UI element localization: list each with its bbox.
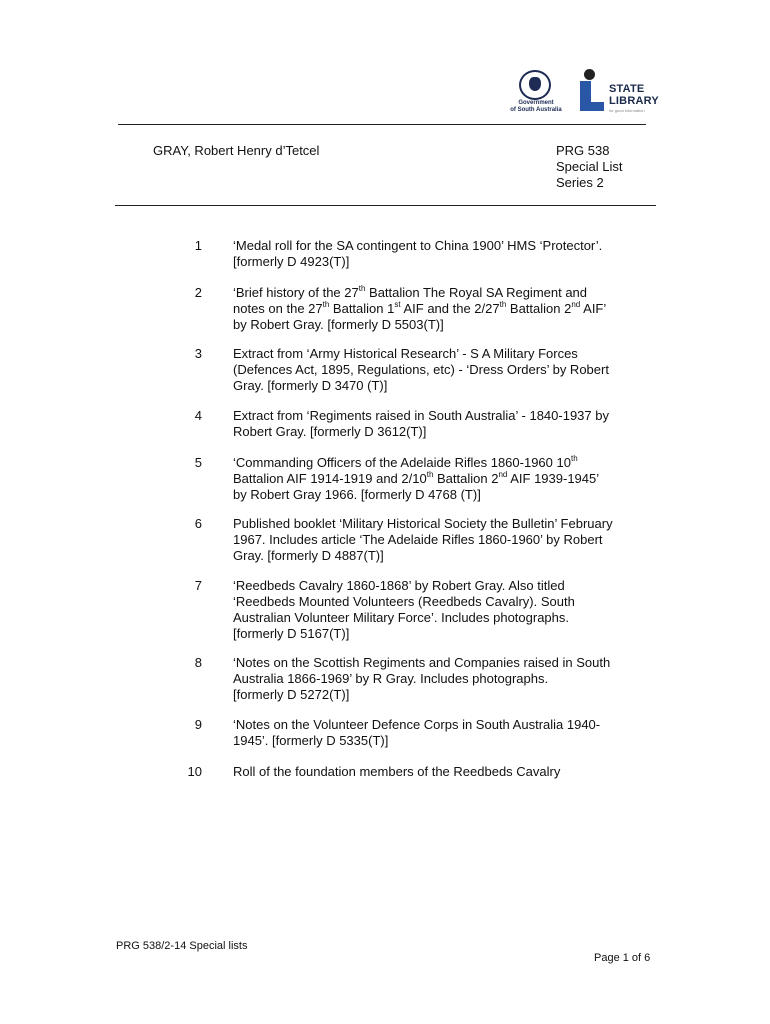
item-description-line: Robert Gray. [formerly D 3612(T)] [233, 424, 427, 439]
gov-logo-line1: Government [518, 100, 554, 106]
item-description [233, 717, 661, 749]
top-divider [118, 124, 646, 125]
ref-line: Special List [556, 159, 623, 174]
ref-line: PRG 538 [556, 143, 610, 158]
item-number: 6 [194, 516, 202, 531]
item-description-line: 1967. Includes article ‘The Adelaide Rifles 1860-1960’ by Robert [233, 532, 603, 547]
government-of-south-australia-logo [505, 70, 567, 114]
item-description-line: ‘Notes on the Volunteer Defence Corps in South Australia 1940- [233, 717, 601, 732]
item-description-line: ‘Notes on the Scottish Regiments and Companies raised in South [233, 655, 611, 670]
item-description [233, 578, 661, 642]
item-description-line: Australian Volunteer Military Force’. Includes photographs. [233, 610, 570, 625]
crest-icon [519, 70, 551, 100]
item-description-line: by Robert Gray 1966. [formerly D 4768 (T)] [233, 487, 481, 502]
item-description-line: [formerly D 5167(T)] [233, 626, 350, 641]
item-number: 8 [194, 655, 202, 670]
library-dot-icon [584, 69, 595, 80]
item-description-line: Published booklet ‘Military Historical Society the Bulletin’ February [233, 516, 613, 531]
item-description-line: Extract from ‘Regiments raised in South Australia’ - 1840-1937 by [233, 408, 609, 423]
item-description-line: [formerly D 5272(T)] [233, 687, 350, 702]
ref-line: Series 2 [556, 175, 604, 190]
library-tagline: for good information [609, 108, 645, 113]
library-l-icon [580, 81, 604, 111]
item-description-line: 1945’. [formerly D 5335(T)] [233, 733, 389, 748]
item-description-line: [formerly D 4923(T)] [233, 254, 350, 269]
item-number: 1 [194, 238, 202, 253]
item-description-line: Battalion AIF 1914-1919 and 2/10th Battalion 2nd AIF 1939-1945’ [233, 469, 600, 486]
item-description-line: Australia 1866-1969’ by R Gray. Includes photographs. [233, 671, 549, 686]
state-library-logo [578, 67, 658, 115]
footer-reference: PRG 538/2-14 Special lists [116, 940, 248, 952]
item-description-line: ‘Reedbeds Cavalry 1860-1868’ by Robert Gray. Also titled [233, 578, 565, 593]
item-number: 4 [194, 408, 202, 423]
item-description-line: by Robert Gray. [formerly D 5503(T)] [233, 317, 444, 332]
item-description [233, 455, 661, 503]
item-description [233, 655, 661, 703]
header-divider [115, 205, 656, 206]
item-description-line: ‘Medal roll for the SA contingent to China 1900’ HMS ‘Protector’. [233, 238, 603, 253]
item-description-line: notes on the 27th Battalion 1st AIF and the 2/27th Battalion 2nd AIF’ [233, 299, 607, 316]
item-description [233, 764, 661, 780]
item-description [233, 516, 661, 564]
item-description-line: (Defences Act, 1895, Regulations, etc) - ‘Dress Orders’ by Robert [233, 362, 609, 377]
item-description [233, 408, 661, 440]
library-logo-line1: STATE [609, 83, 645, 95]
library-logo-line2: LIBRARY [609, 95, 659, 107]
item-description-line: ‘Reedbeds Mounted Volunteers (Reedbeds Cavalry). South [233, 594, 575, 609]
item-number: 9 [194, 717, 202, 732]
item-description [233, 238, 661, 270]
gov-logo-line2: of South Australia [510, 107, 562, 113]
page-number: Page 1 of 6 [594, 952, 651, 964]
item-description-line: Roll of the foundation members of the Reedbeds Cavalry [233, 764, 561, 779]
item-description-line: ‘Brief history of the 27th Battalion The Royal SA Regiment and [233, 283, 588, 300]
item-number: 3 [194, 346, 202, 361]
item-description-line: Gray. [formerly D 4887(T)] [233, 548, 384, 563]
item-description [233, 285, 661, 333]
item-number: 5 [194, 455, 202, 470]
collection-reference [556, 143, 622, 191]
item-number: 10 [187, 764, 202, 779]
item-description-line: Gray. [formerly D 3470 (T)] [233, 378, 388, 393]
item-number: 7 [194, 578, 202, 593]
item-number: 2 [194, 285, 202, 300]
collection-name: GRAY, Robert Henry d’Tetcel [153, 143, 320, 158]
item-description [233, 346, 661, 394]
item-description-line: Extract from ‘Army Historical Research’ - S A Military Forces [233, 346, 578, 361]
item-description-line: ‘Commanding Officers of the Adelaide Rifles 1860-1960 10th [233, 453, 578, 470]
